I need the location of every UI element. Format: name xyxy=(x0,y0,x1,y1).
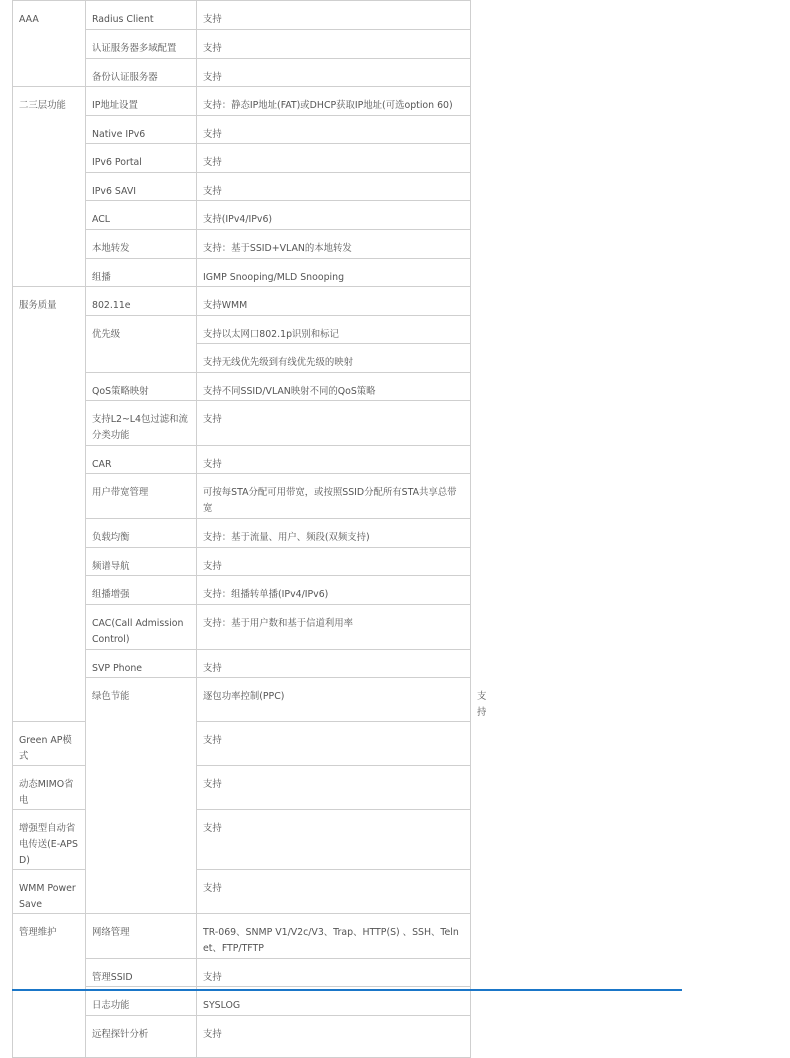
feature-cell: CAR xyxy=(86,446,197,474)
feature-cell: SVP Phone xyxy=(86,650,197,678)
table-row xyxy=(13,914,471,959)
value-cell: 支持 xyxy=(197,116,471,144)
value-cell: 支持 xyxy=(197,173,471,201)
table-row xyxy=(13,722,471,766)
table-row xyxy=(13,870,471,914)
feature-cell: 远程探针分析 xyxy=(86,1016,197,1058)
value-cell: 支持 xyxy=(197,548,471,576)
value-cell: 支持不同SSID/VLAN映射不同的QoS策略 xyxy=(197,373,471,401)
feature-cell: 组播 xyxy=(86,259,197,287)
value-cell: 支持无线优先级到有线优先级的映射 xyxy=(197,344,471,373)
category-cell: 服务质量 xyxy=(13,287,86,722)
table-row xyxy=(13,87,471,116)
category-cell: 管理维护 xyxy=(13,914,86,1058)
feature-cell: IPv6 SAVI xyxy=(86,173,197,201)
feature-cell: 动态MIMO省电 xyxy=(13,766,86,810)
spec-table xyxy=(12,0,487,1058)
feature-cell: 优先级 xyxy=(86,316,197,373)
value-cell: 支持 xyxy=(197,59,471,87)
category-cell: 二三层功能 xyxy=(13,87,86,287)
category-cell: AAA xyxy=(13,1,86,87)
value-cell: 支持 xyxy=(197,766,471,810)
feature-cell: 组播增强 xyxy=(86,576,197,605)
feature-cell: 网络管理 xyxy=(86,914,197,959)
value-cell: 支持 xyxy=(197,401,471,446)
value-cell: 支持 xyxy=(197,650,471,678)
value-cell: 支持：基于用户数和基于信道利用率 xyxy=(197,605,471,650)
feature-cell: 管理SSID xyxy=(86,959,197,987)
table-row xyxy=(13,287,471,316)
feature-cell: IPv6 Portal xyxy=(86,144,197,173)
feature-cell: 备份认证服务器 xyxy=(86,59,197,87)
feature-cell: 频谱导航 xyxy=(86,548,197,576)
feature-cell: 用户带宽管理 xyxy=(86,474,197,519)
value-cell: 支持 xyxy=(197,30,471,59)
feature-cell: IP地址设置 xyxy=(86,87,197,116)
value-cell: 支持：基于流量、用户、频段(双频支持) xyxy=(197,519,471,548)
feature-cell: 802.11e xyxy=(86,287,197,316)
feature-cell: 增强型自动省电传送(E-APSD) xyxy=(13,810,86,870)
value-cell: 支持 xyxy=(197,1,471,30)
table-row xyxy=(13,1,471,30)
category-cell: 绿色节能 xyxy=(86,678,197,914)
value-cell: IGMP Snooping/MLD Snooping xyxy=(197,259,471,287)
feature-cell: 支持L2~L4包过滤和流分类功能 xyxy=(86,401,197,446)
value-cell: 支持 xyxy=(197,870,471,914)
value-cell: 支持 xyxy=(197,810,471,870)
feature-cell: WMM Power Save xyxy=(13,870,86,914)
value-cell: 支持WMM xyxy=(197,287,471,316)
feature-cell: 本地转发 xyxy=(86,230,197,259)
feature-cell: Green AP模式 xyxy=(13,722,86,766)
table-row xyxy=(13,810,471,870)
value-cell: 可按每STA分配可用带宽，或按照SSID分配所有STA共享总带宽 xyxy=(197,474,471,519)
value-cell: 支持：静态IP地址(FAT)或DHCP获取IP地址(可选option 60) xyxy=(197,87,471,116)
feature-cell: 认证服务器多域配置 xyxy=(86,30,197,59)
value-cell: 支持：组播转单播(IPv4/IPv6) xyxy=(197,576,471,605)
value-cell: 支持 xyxy=(197,446,471,474)
value-cell: 支持 xyxy=(197,144,471,173)
spec-table-body xyxy=(13,1,487,1058)
value-cell: SYSLOG xyxy=(197,987,471,1016)
value-cell: 支持(IPv4/IPv6) xyxy=(197,201,471,230)
table-row: 绿色节能 逐包功率控制(PPC) 支持 xyxy=(13,678,471,722)
feature-cell: 负载均衡 xyxy=(86,519,197,548)
value-cell: 支持以太网口802.1p识别和标记 xyxy=(197,316,471,344)
value-cell: 支持：基于SSID+VLAN的本地转发 xyxy=(197,230,471,259)
value-cell: TR-069、SNMP V1/V2c/V3、Trap、HTTP(S) 、SSH、Telnet、FTP/TFTP xyxy=(197,914,471,959)
feature-cell: 逐包功率控制(PPC) xyxy=(197,678,471,722)
table-row xyxy=(13,766,471,810)
feature-cell: Native IPv6 xyxy=(86,116,197,144)
feature-cell: 日志功能 xyxy=(86,987,197,1016)
feature-cell: ACL xyxy=(86,201,197,230)
feature-cell: CAC(Call Admission Control) xyxy=(86,605,197,650)
feature-cell: Radius Client xyxy=(86,1,197,30)
value-cell: 支持 xyxy=(197,722,471,766)
feature-cell: QoS策略映射 xyxy=(86,373,197,401)
value-cell: 支持 xyxy=(197,1016,471,1058)
value-cell: 支持 xyxy=(197,959,471,987)
